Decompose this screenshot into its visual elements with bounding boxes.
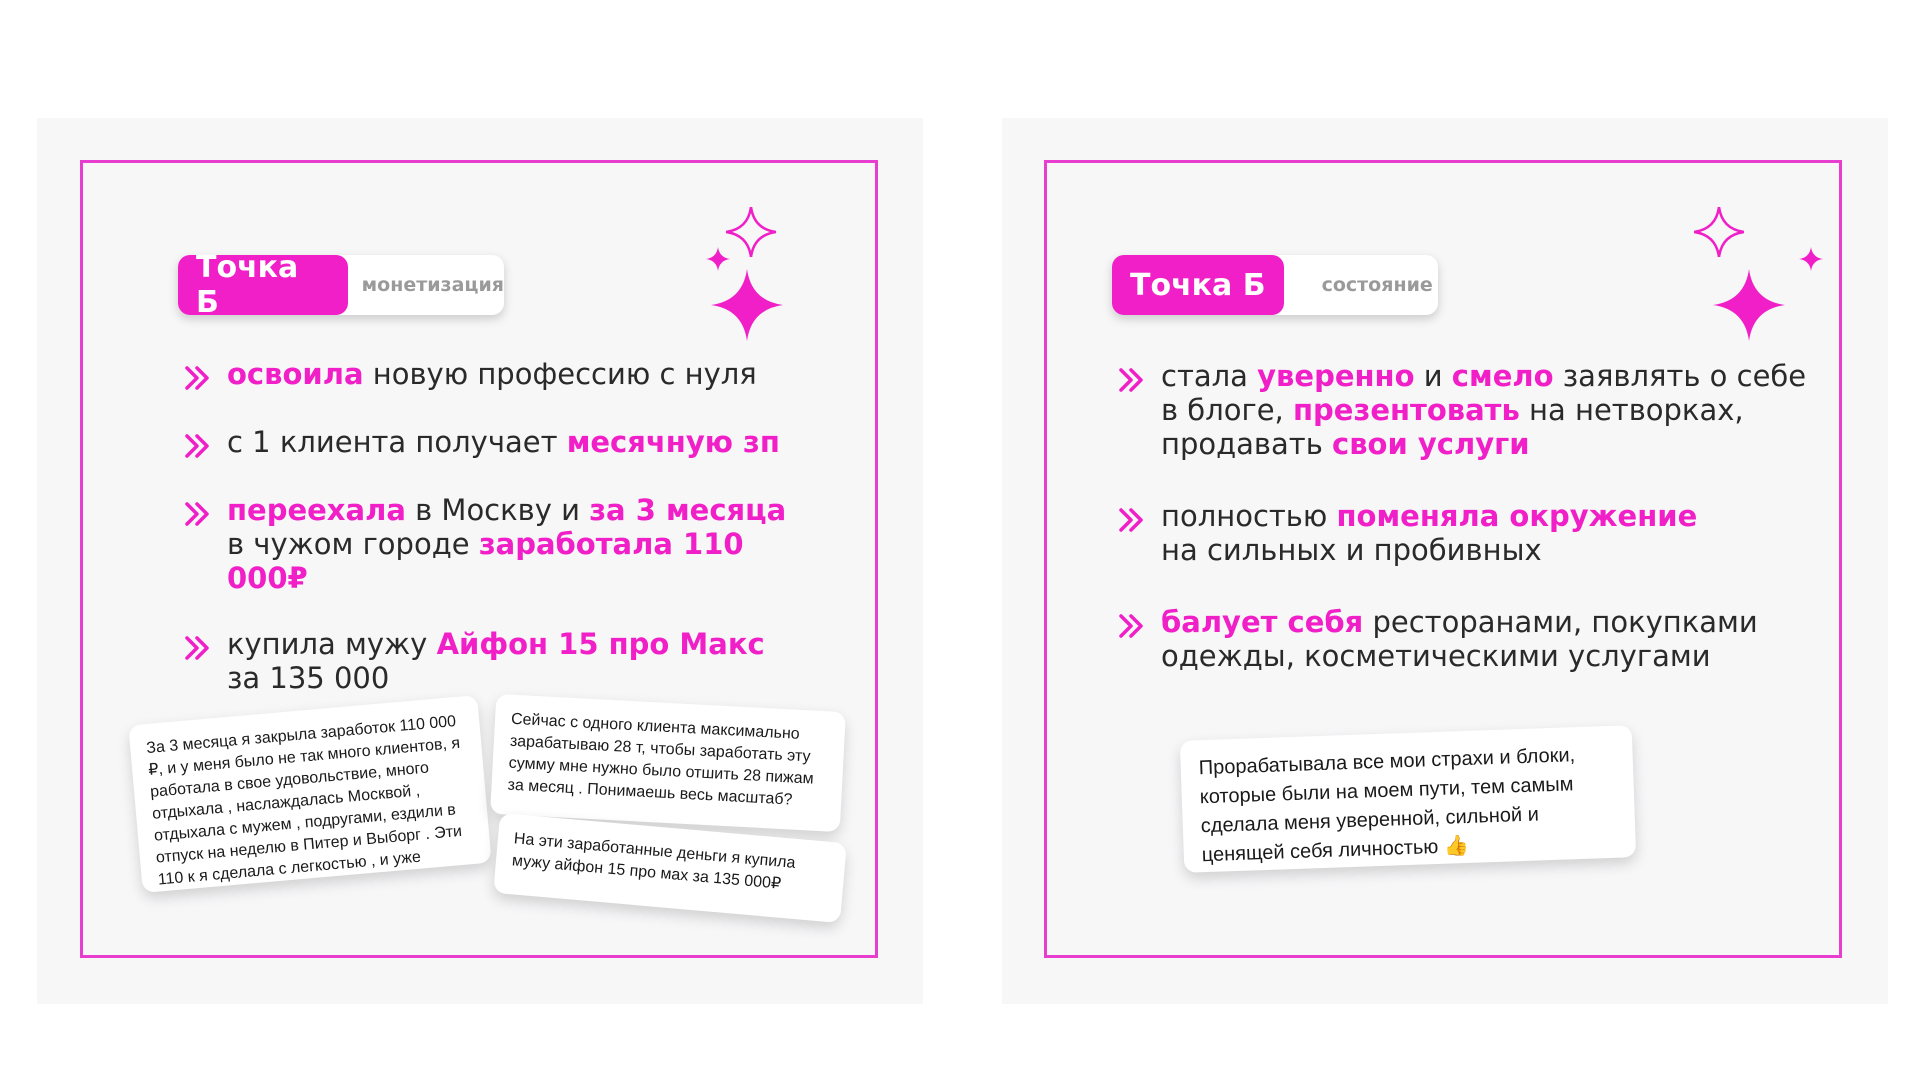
plain-text: в чужом городе: [227, 527, 479, 561]
plain-text: на нетворках,: [1519, 393, 1744, 427]
badge-state: [1112, 255, 1438, 315]
highlight-text: смело: [1451, 359, 1554, 393]
list-item: [183, 493, 823, 595]
badge-title: Точка Б: [178, 255, 348, 315]
badge-subtitle: монетизация: [361, 274, 504, 296]
review-card-client: Сейчас с одного клиента максимально зарабатываю 28 т, чтобы заработать эту сумму мне нужно было отшить 28 пижам за месяц . Понимаешь весь масштаб?: [490, 694, 846, 832]
list-item: [1117, 605, 1817, 673]
plain-text: продавать: [1161, 427, 1332, 461]
highlight-text: Айфон 15 про Макс: [436, 627, 765, 661]
plain-text: с 1 клиента получает: [227, 425, 567, 459]
list-item-text: [1161, 499, 1697, 567]
highlight-text: поменяла окружение: [1336, 499, 1698, 533]
sparkle-small-icon: [706, 247, 730, 271]
highlight-text: месячную зп: [566, 425, 780, 459]
plain-text: заявлять о себе: [1553, 359, 1807, 393]
badge-subtitle: состояние: [1321, 274, 1433, 296]
sparkle-outline-icon: [1694, 207, 1744, 257]
highlight-text: за 3 месяца: [589, 493, 787, 527]
plain-text: и: [1414, 359, 1452, 393]
sparkle-filled-icon: [1713, 269, 1785, 341]
plain-text: новую профессию с нуля: [363, 357, 757, 391]
double-chevron-right-icon: [1117, 365, 1147, 395]
highlight-text: заработала 110 000₽: [227, 527, 744, 595]
review-card-earnings: За 3 месяца я закрыла заработок 110 000 ₽, и у меня было не так много клиентов, я работала в свое удовольствие, много отдыхала , наслаждалась Москвой , отдыхала с мужем , подругами, ездили в отпуск на неделю в Питер и Выборг . Эти 110 к я сделала с легкостью , и уже: [128, 695, 491, 893]
left-bullet-list: [183, 357, 823, 727]
highlight-text: презентовать: [1293, 393, 1520, 427]
list-item-text: [227, 425, 780, 461]
highlight-text: балует себя: [1161, 605, 1364, 639]
list-item: [183, 627, 823, 695]
plain-text: одежды, косметическими услугами: [1161, 639, 1711, 673]
list-item-text: [227, 627, 765, 695]
highlight-text: освоила: [227, 357, 364, 391]
list-item: [1117, 499, 1817, 567]
plain-text: на сильных и пробивных: [1161, 533, 1542, 567]
plain-text: за 135 000: [227, 661, 390, 695]
double-chevron-right-icon: [183, 363, 213, 393]
plain-text: полностью: [1161, 499, 1337, 533]
plain-text: купила мужу: [227, 627, 437, 661]
double-chevron-right-icon: [1117, 611, 1147, 641]
list-item: [183, 425, 823, 461]
double-chevron-right-icon: [183, 499, 213, 529]
plain-text: стала: [1161, 359, 1258, 393]
badge-title: Точка Б: [1112, 255, 1284, 315]
highlight-text: переехала: [227, 493, 406, 527]
list-item-text: [1161, 359, 1806, 461]
review-card-confidence: Прорабатывала все мои страхи и блоки, которые были на моем пути, тем самым сделала меня уверенной, сильной и ценящей себя личностью 👍: [1180, 725, 1636, 873]
highlight-text: уверенно: [1257, 359, 1415, 393]
list-item: [183, 357, 823, 393]
sparkle-outline-icon: [726, 207, 776, 257]
double-chevron-right-icon: [183, 431, 213, 461]
double-chevron-right-icon: [183, 633, 213, 663]
plain-text: в Москву и: [405, 493, 590, 527]
badge-monetization: [178, 250, 504, 320]
highlight-text: свои услуги: [1332, 427, 1530, 461]
list-item-text: [227, 357, 757, 393]
list-item: [1117, 359, 1817, 461]
list-item-text: [1161, 605, 1758, 673]
right-bullet-list: [1117, 359, 1817, 711]
double-chevron-right-icon: [1117, 505, 1147, 535]
list-item-text: [227, 493, 823, 595]
plain-text: в блоге,: [1161, 393, 1293, 427]
review-card-iphone: На эти заработанные деньги я купила мужу айфон 15 про мах за 135 000₽: [493, 813, 847, 923]
right-panel-frame: [1044, 160, 1842, 958]
sparkle-filled-icon: [711, 269, 783, 341]
left-panel-frame: [80, 160, 878, 958]
sparkle-small-icon: [1799, 247, 1823, 271]
plain-text: ресторанами, покупками: [1363, 605, 1758, 639]
